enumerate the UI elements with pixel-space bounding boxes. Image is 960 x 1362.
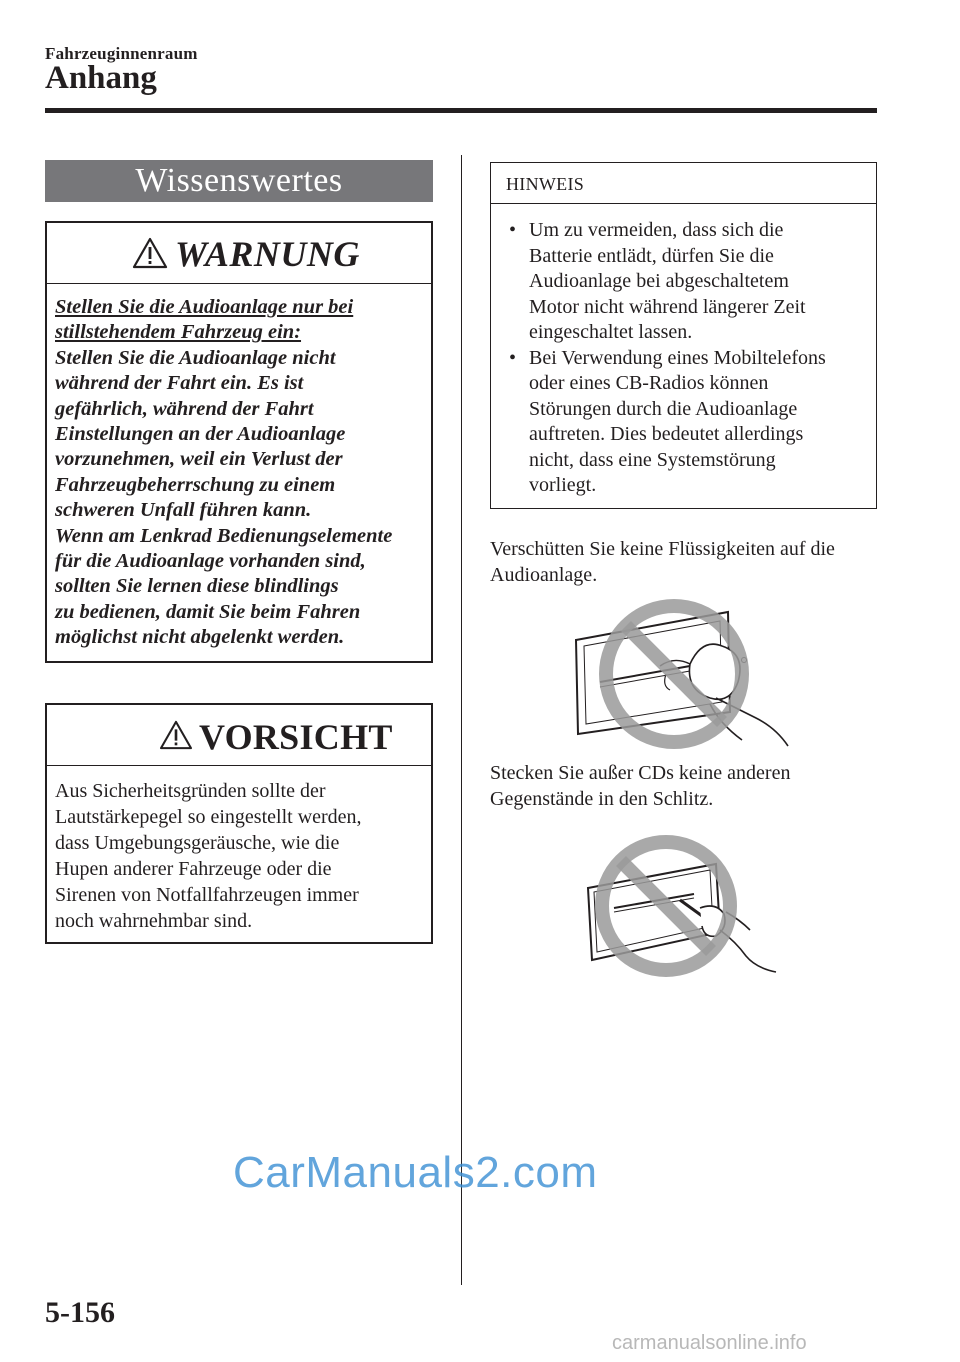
note-item <box>503 218 871 346</box>
warning-text <box>55 295 431 651</box>
caution-line: noch wahrnehmbar sind. <box>55 910 253 932</box>
warning-line: möglichst nicht abgelenkt werden. <box>55 626 345 649</box>
warning-box <box>45 221 433 663</box>
warning-title: WARNUNG <box>175 234 360 274</box>
note-line: oder eines CB-Radios können <box>529 372 769 394</box>
warning-line: Stellen Sie die Audioanlage nicht <box>55 346 336 369</box>
note-box <box>490 162 877 509</box>
note-line: Batterie entlädt, dürfen Sie die <box>529 244 774 267</box>
warning-heading-line: stillstehendem Fahrzeug ein: <box>55 321 302 344</box>
warning-triangle-icon <box>132 237 168 269</box>
paragraph-liquids <box>490 536 880 588</box>
caution-line: Hupen anderer Fahrzeuge oder die <box>55 858 332 880</box>
note-line: Störungen durch die Audioanlage <box>529 397 798 420</box>
caution-title: VORSICHT <box>199 717 393 757</box>
paragraph-slot <box>490 760 880 812</box>
warning-line: während der Fahrt ein. Es ist <box>55 372 304 395</box>
note-title: HINWEIS <box>506 174 585 194</box>
caution-box <box>45 703 433 944</box>
note-line: auftreten. Dies bedeutet allerdings <box>529 423 804 445</box>
paragraph-line: Verschütten Sie keine Flüssigkeiten auf die <box>490 538 835 560</box>
no-objects-illustration <box>570 822 792 982</box>
caution-line: Aus Sicherheitsgründen sollte der <box>55 780 326 802</box>
paragraph-line: Stecken Sie außer CDs keine anderen <box>490 762 791 784</box>
note-header <box>491 163 876 204</box>
warning-line: für die Audioanlage vorhanden sind, <box>55 550 366 573</box>
section-title: Anhang <box>45 60 157 96</box>
warning-line: gefährlich, während der Fahrt <box>55 397 314 420</box>
note-line: Motor nicht während längerer Zeit <box>529 295 806 318</box>
note-item <box>503 346 871 499</box>
caution-text <box>55 778 431 934</box>
note-line: Bei Verwendung eines Mobiltelefons <box>529 346 826 369</box>
warning-line: sollten Sie lernen diese blindlings <box>55 575 339 598</box>
caution-line: dass Umgebungsgeräusche, wie die <box>55 832 340 854</box>
warning-line: Fahrzeugbeherrschung zu einem <box>55 473 336 496</box>
warning-heading-line: Stellen Sie die Audioanlage nur bei <box>55 296 354 318</box>
note-line: nicht, dass eine Systemstörung <box>529 448 776 471</box>
header-rule <box>45 108 877 113</box>
paragraph-line: Gegenstände in den Schlitz. <box>490 788 714 810</box>
warning-line: Wenn am Lenkrad Bedienungselemente <box>55 524 393 547</box>
note-line: vorliegt. <box>529 474 597 496</box>
bullet-icon: • <box>509 219 517 241</box>
paragraph-line: Audioanlage. <box>490 564 598 586</box>
no-liquids-illustration <box>570 594 792 754</box>
caution-header <box>47 705 431 766</box>
column-divider <box>461 155 462 1285</box>
caution-line: Lautstärkepegel so eingestellt werden, <box>55 806 362 828</box>
warning-line: Einstellungen an der Audioanlage <box>55 423 346 446</box>
note-line: Audioanlage bei abgeschaltetem <box>529 270 789 292</box>
section-kicker: Fahrzeuginnenraum <box>45 44 198 63</box>
topic-banner: Wissenswertes <box>45 160 433 202</box>
warning-line: vorzunehmen, weil ein Verlust der <box>55 448 343 471</box>
page-number: 5-156 <box>45 1296 115 1329</box>
note-line: eingeschaltet lassen. <box>529 321 693 343</box>
warning-line: zu bedienen, damit Sie beim Fahren <box>55 600 361 623</box>
note-list <box>503 218 871 499</box>
bullet-icon: • <box>509 346 517 369</box>
warning-header <box>47 223 431 284</box>
watermark: CarManuals2.com <box>233 1148 598 1197</box>
warning-line: schweren Unfall führen kann. <box>55 499 312 522</box>
footer-url: carmanualsonline.info <box>612 1332 807 1354</box>
caution-triangle-icon <box>159 720 193 750</box>
caution-line: Sirenen von Notfallfahrzeugen immer <box>55 884 359 906</box>
note-line: Um zu vermeiden, dass sich die <box>529 219 784 241</box>
